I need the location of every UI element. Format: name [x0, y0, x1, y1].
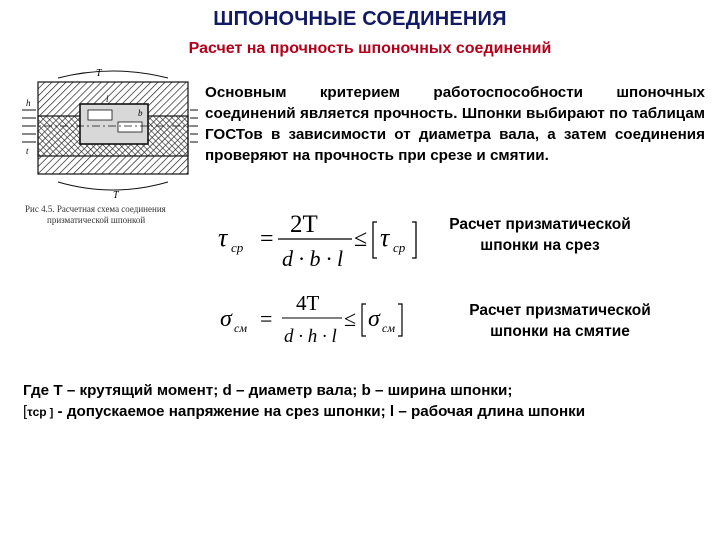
crush-le: ≤ [344, 306, 357, 331]
shear-lhs-sub: ср [231, 240, 244, 255]
intro-paragraph: Основным критерием работоспособности шпоночных соединений является прочность. Шпонки выбирают по таблицам ГОСТов в зависимости от диаметра вала, а затем соединения проверяют на прочность при срезе и смятии. [205, 84, 705, 164]
crush-formula [204, 284, 404, 350]
notes-bracket-close: ] [46, 407, 54, 419]
right-force-arrows [190, 110, 198, 142]
slide-title: ШПОНОЧНЫЕ СОЕДИНЕНИЯ [213, 8, 507, 30]
dim-t-label: t [26, 146, 29, 156]
notes-l-desc: – рабочая длина шпонки [394, 403, 586, 420]
slide-subtitle: Расчет на прочность шпоночных соединений [188, 40, 552, 57]
shear-formula-caption [430, 214, 650, 256]
notes-d-desc: – диаметр вала; [231, 382, 362, 399]
notes-d-symbol: d [222, 382, 232, 399]
crush-lhs-sub: см [234, 321, 247, 335]
dim-b-label: b [138, 108, 143, 118]
crush-num: 4T [296, 291, 320, 315]
shear-den: d · b · l [282, 246, 344, 271]
notes-bracket-open: [ [23, 403, 28, 420]
crush-caption-line1: Расчет призматической [469, 302, 651, 319]
torque-label-top: T [96, 68, 102, 79]
shear-rhs: τ [380, 223, 390, 252]
shear-eq: = [260, 226, 274, 252]
crush-rhs-sub: см [382, 321, 395, 335]
figure-caption [25, 204, 200, 226]
notes-where: Где [23, 382, 54, 399]
figure-caption-line2: призматической шпонкой [47, 215, 146, 225]
shear-caption-line2: шпонки на срез [480, 237, 600, 254]
notes-tau-desc: - допускаемое напряжение на срез шпонки; [53, 403, 390, 420]
shear-rhs-sub: ср [393, 240, 406, 255]
shear-caption-line1: Расчет призматической [449, 216, 631, 233]
crush-formula-caption [440, 300, 680, 342]
notes-b-symbol: b [361, 382, 371, 399]
notation-notes [23, 380, 688, 424]
shear-num: 2T [290, 211, 318, 238]
shear-lhs: τ [218, 223, 228, 252]
notes-b-desc: – ширина шпонки; [370, 382, 513, 399]
shear-formula [204, 202, 424, 274]
torque-label-bottom: T [113, 190, 119, 201]
shear-le: ≤ [354, 226, 368, 252]
notes-T-desc: – крутящий момент; [62, 382, 223, 399]
crush-lhs: σ [220, 306, 232, 332]
left-force-arrows [22, 110, 36, 142]
crush-den: d · h · l [284, 326, 337, 347]
crush-rhs: σ [368, 306, 380, 332]
crush-caption-line2: шпонки на смятие [490, 323, 630, 340]
notes-tau-symbol: τср [27, 405, 47, 419]
dim-l-label: l [106, 94, 109, 104]
notes-T-symbol: Т [53, 382, 63, 399]
dim-h-label: h [26, 98, 31, 108]
figure-caption-line1: Рис 4.5. Расчетная схема соединения [25, 204, 166, 214]
crush-eq: = [260, 306, 273, 331]
notes-l-symbol: l [389, 403, 395, 420]
